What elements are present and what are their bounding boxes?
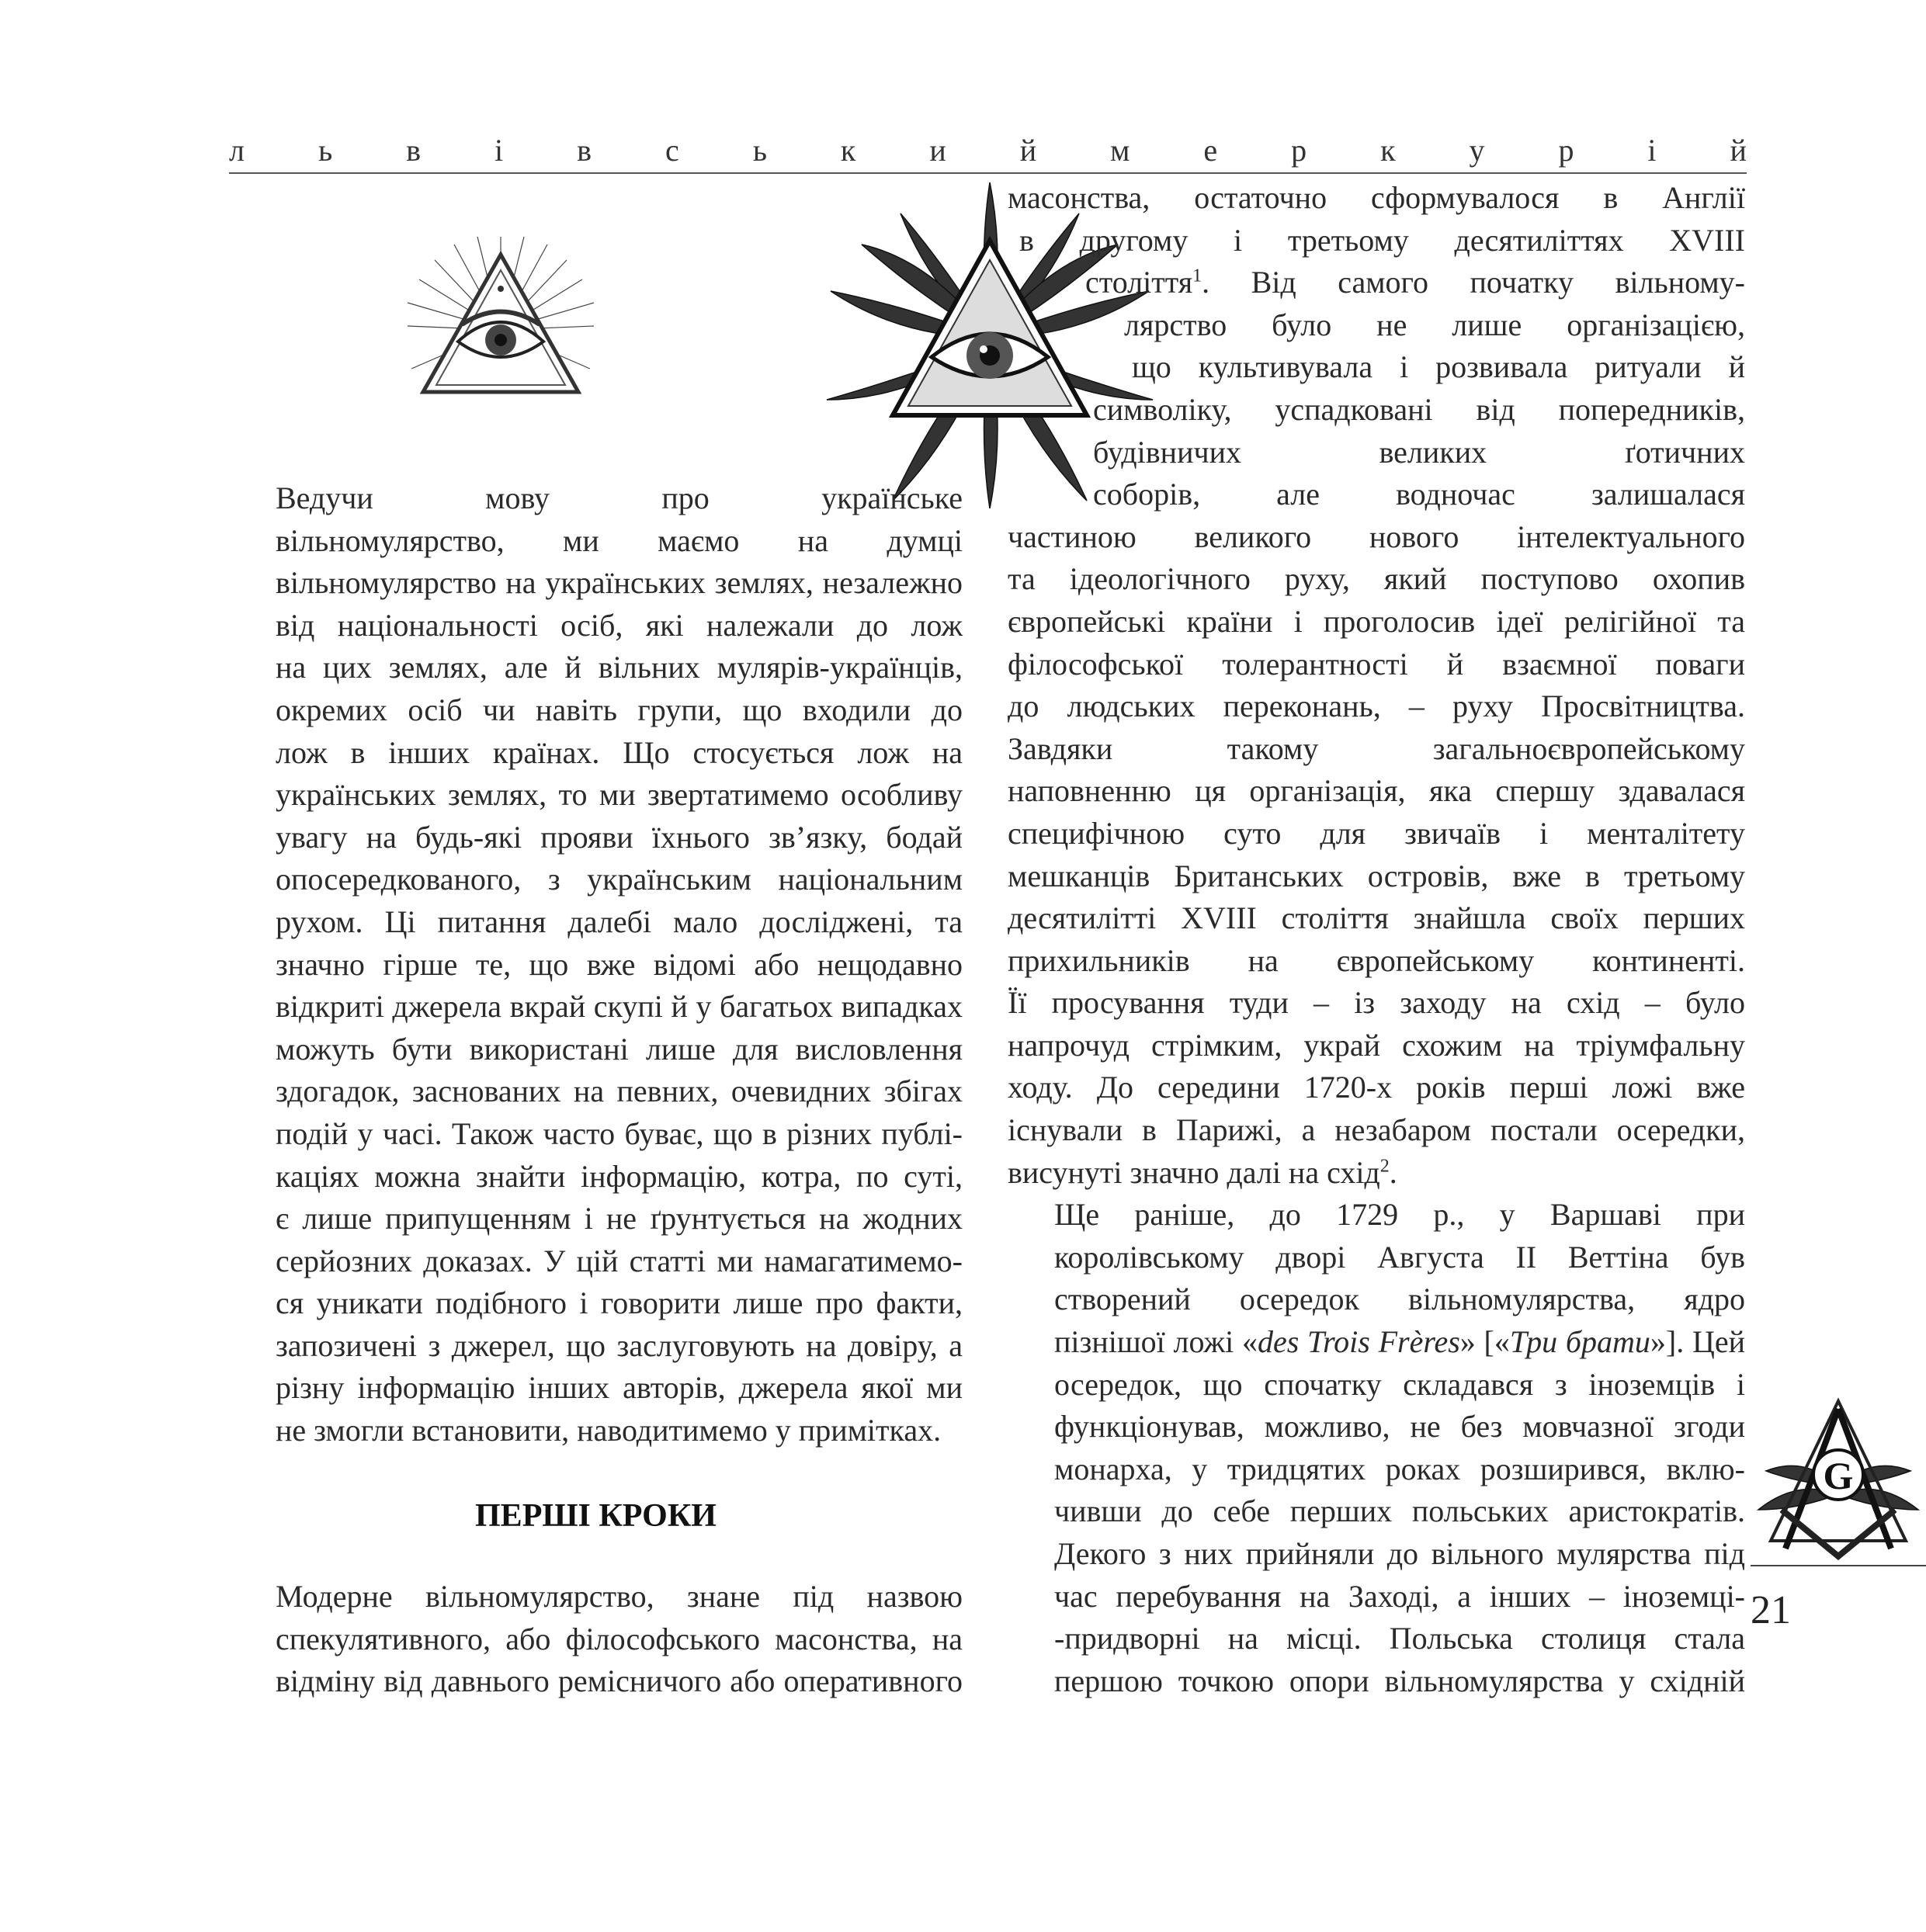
text-line: від національності осіб, які належали до лож [276, 607, 963, 643]
text-line: на цих землях, але й вільних мулярів-українців, [276, 650, 963, 685]
text-line: та ідеологічного руху, який поступово охопив [1008, 561, 1745, 597]
text-line: частиною великого нового інтелектуального [1008, 519, 1745, 554]
enlightenment-paragraph [1008, 516, 1745, 1195]
header-letter: й [1730, 133, 1747, 168]
text-line: в другому і третьому десятиліттях XVIII [1019, 222, 1745, 258]
text-line: наповненню ця організація, яка спершу здавалася [1008, 773, 1745, 809]
text-line: висунуті значно далі на схід$^2$. [1008, 1154, 1397, 1190]
text-line: різну інформацію інших авторів, джерела якої ми [276, 1370, 963, 1406]
header-letter: ь [752, 133, 767, 168]
header-letter: ь [318, 133, 333, 168]
text-line: першою точкою опори вільномулярства у східній [1054, 1663, 1745, 1698]
text-line: рухом. Ці питання далебі мало досліджені, та [276, 904, 963, 939]
text-line: ходу. До середини 1720-х років перші ложі вже [1008, 1070, 1745, 1105]
section-paragraph [229, 1576, 963, 1703]
wrapped-lines [1008, 177, 1745, 516]
text-line: прихильників на європейському континенті. [1008, 942, 1745, 978]
emblem-rule [1751, 1565, 1926, 1566]
text-line [1085, 262, 1745, 304]
header-letter: с [665, 133, 679, 168]
text-line: запозичені з джерел, що заслуговують на довіру, а [276, 1327, 963, 1363]
text-line: подій у часі. Також часто буває, що в різних публі- [276, 1115, 963, 1151]
all-seeing-eye-small-icon [404, 233, 598, 411]
text-line: специфічною суто для звичаїв і менталітету [1008, 815, 1745, 851]
text-line: ся уникати подібного і говорити лише про факти, [276, 1285, 963, 1321]
text-line: осередок, що спочатку складався з іноземців і [1054, 1366, 1745, 1402]
text-line: Ще раніше, до 1729 р., у Варшаві при [1054, 1197, 1745, 1233]
text-line: час перебування на Заході, а інших – іноземці- [1054, 1578, 1745, 1614]
text-line: вільномулярство на українських землях, незалежно [276, 565, 963, 601]
text-line: королівському дворі Августа II Веттіна був [1054, 1239, 1745, 1275]
header-letter: в [577, 133, 592, 168]
header-letter: р [1558, 133, 1574, 168]
running-header [229, 132, 1747, 174]
right-column [1008, 177, 1745, 1702]
text-line: філософської толерантності й взаємної поваги [1008, 646, 1745, 682]
left-column [229, 477, 963, 1703]
text-line: Декого з них прийняли до вільного мулярства під [1054, 1536, 1745, 1571]
text-line: Її просування туди – із заходу на схід – було [1008, 985, 1745, 1021]
text-line: лярство було не лише організацією, [1124, 307, 1745, 342]
italic-title: Три брати [1509, 1324, 1650, 1360]
text-line: масонства, остаточно сформувалося в Англії [1008, 180, 1745, 215]
text-line: вільномулярство, ми маємо на думці [276, 522, 963, 558]
text-line: мешканців Британських островів, вже в третьому [1008, 858, 1745, 893]
header-letter: в [406, 133, 422, 168]
text-fragment: » [« [1459, 1324, 1510, 1360]
text-line: українських землях, то ми звертатимемо особливу [276, 777, 963, 813]
text-line: відміну від давнього ремісничого або оперативного [276, 1663, 963, 1699]
text-line: окремих осіб чи навіть групи, що входили до [276, 692, 963, 727]
text-line: соборів, але водночас залишалася [1093, 477, 1745, 512]
header-letter: у [1469, 133, 1485, 168]
text-line: є лише припущенням і не ґрунтується на жодних [276, 1201, 963, 1237]
footnote-ref[interactable]: 1 [1192, 265, 1202, 286]
text-line: серйозних доказах. У цій статті ми намагатимемо- [276, 1243, 963, 1278]
header-letter: і [1647, 133, 1657, 168]
text-line: монарха, у тридцятих роках розширився, вклю- [1054, 1451, 1745, 1486]
text-line: увагу на будь-які прояви їхнього зв’язку, бодай [276, 819, 963, 855]
text-fragment: . Від самого початку вільному- [1202, 265, 1745, 300]
header-letter: к [1380, 133, 1396, 168]
header-letter: р [1291, 133, 1307, 168]
text-line: чивши до себе перших польських аристократів. [1054, 1493, 1745, 1529]
header-letter: л [229, 133, 245, 168]
page-number: 21 [1751, 1588, 1791, 1632]
text-line: каціях можна знайти інформацію, котра, по суті, [276, 1158, 963, 1194]
footnote-ref[interactable]: 2 [1379, 1156, 1390, 1177]
text-line: Модерне вільномулярство, знане під назвою [276, 1579, 963, 1615]
header-letter: е [1203, 133, 1218, 168]
text-line: функціонував, можливо, не без мовчазної згоди [1054, 1409, 1745, 1445]
text-line: значно гірше те, що вже відомі або нещодавно [276, 946, 963, 982]
text-line: напрочуд стрімким, украй схожим на тріумфальну [1008, 1027, 1745, 1063]
text-line: лож в інших країнах. Що стосується лож на [276, 734, 963, 770]
header-letter: і [495, 133, 504, 168]
text-line: -придворні на місці. Польська столиця стала [1054, 1621, 1745, 1656]
text-line: не змогли встановити, наводитимемо у примітках. [276, 1413, 942, 1448]
text-line: Ведучи мову про українське [276, 480, 963, 515]
text-line: існували в Парижі, а незабаром постали осередки, [1008, 1112, 1745, 1148]
text-line: символіку, успадковані від попередників, [1093, 391, 1745, 427]
section-heading: ПЕРШІ КРОКИ [475, 1497, 717, 1534]
text-line: європейські країни і проголосив ідеї релігійної та [1008, 603, 1745, 639]
text-line: відкриті джерела вкрай скупі й у багатьох випадках [276, 989, 963, 1025]
text-fragment: »]. Цей [1650, 1324, 1745, 1360]
text-line: здогадок, заснованих на певних, очевидних збігах [276, 1074, 963, 1109]
emblem-letter: G [1823, 1454, 1854, 1497]
text-line: до людських переконань, – руху Просвітництва. [1008, 689, 1745, 724]
masonic-emblem-icon [1751, 1393, 1926, 1568]
italic-title: des Trois Frères [1257, 1324, 1460, 1360]
text-line: створений осередок вільномулярства, ядро [1054, 1282, 1745, 1317]
text-fragment: висунуті значно далі на схід [1008, 1154, 1380, 1190]
header-letter: и [929, 133, 946, 168]
header-letter: й [1019, 133, 1037, 168]
text-line: що культивувала і розвивала ритуали й [1132, 349, 1745, 385]
header-letter: м [1110, 133, 1130, 168]
text-fragment: пізнішої ложі « [1054, 1324, 1258, 1360]
text-line: Завдяки такому загальноєвропейському [1008, 730, 1745, 766]
text-fragment: століття [1085, 265, 1193, 300]
text-line: опосередкованого, з українським національним [276, 862, 963, 897]
warsaw-paragraph [1008, 1194, 1745, 1702]
intro-paragraph [229, 477, 963, 1452]
text-line: спекулятивного, або філософського масонства, на [276, 1621, 963, 1656]
text-line: можуть бути використані лише для висловлення [276, 1031, 963, 1067]
header-letter: к [840, 133, 856, 168]
text-line: десятилітті XVIII століття знайшла своїх перших [1008, 900, 1745, 936]
text-line: будівничих великих ґотичних [1093, 434, 1745, 470]
text-line [1008, 1321, 1745, 1364]
